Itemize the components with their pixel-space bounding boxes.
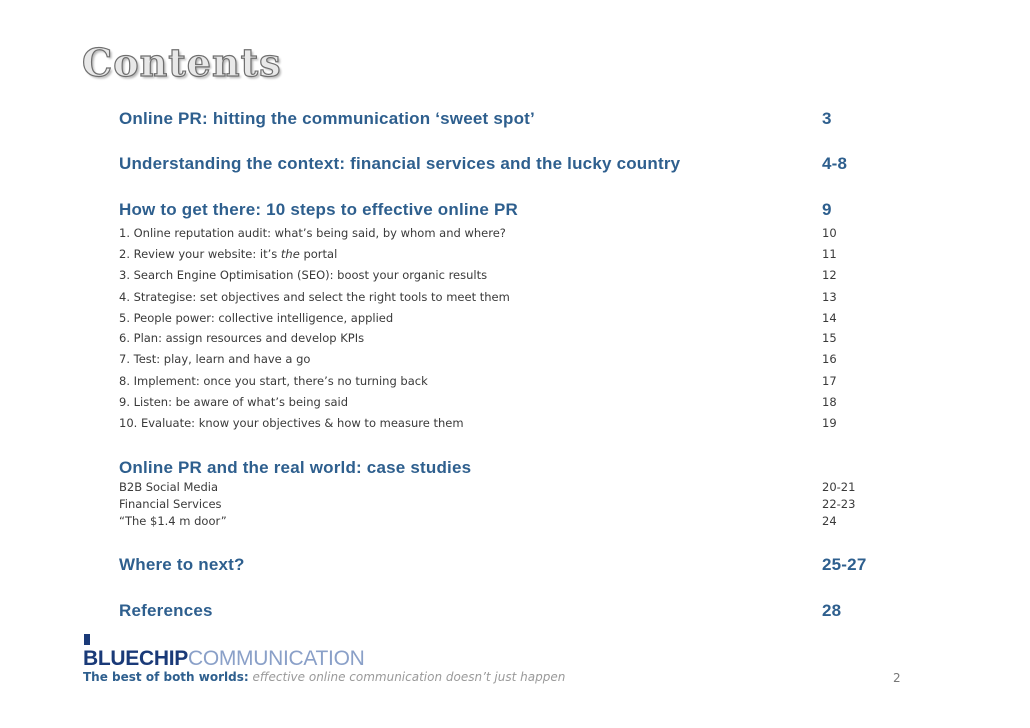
toc-subentry-label: B2B Social Media: [119, 480, 219, 494]
footer-tagline: [83, 670, 565, 684]
toc-heading-label: References: [119, 601, 213, 620]
logo-part-bluechip: BLUECHIP: [83, 647, 188, 670]
toc-page-number: 22-23: [822, 497, 856, 511]
footer-tagline-bold: The best of both worlds:: [83, 670, 249, 684]
toc-subentry-label: 10. Evaluate: know your objectives & how to measure them: [119, 416, 464, 430]
toc-heading-label: Online PR and the real world: case studies: [119, 458, 472, 477]
footer-tagline-italic: effective online communication doesn’t just happen: [252, 670, 566, 684]
company-logo: [83, 647, 364, 671]
toc-subentry-label: 4. Strategise: set objectives and select the right tools to meet them: [119, 290, 510, 304]
logo-part-communication: COMMUNICATION: [187, 647, 365, 670]
page-number: 2: [893, 671, 901, 685]
toc-subentry-label: 8. Implement: once you start, there’s no turning back: [119, 374, 428, 388]
toc-page-number: 13: [822, 290, 837, 304]
toc-page-number: 28: [822, 601, 842, 620]
logo-mark: [84, 634, 90, 645]
toc-subentry-label: 6. Plan: assign resources and develop KPIs: [119, 331, 365, 345]
page-title: Contents: [82, 40, 282, 85]
toc-subentry-label: Financial Services: [119, 497, 222, 511]
toc-page-number: 17: [822, 374, 837, 388]
toc-page-number: 24: [822, 514, 837, 528]
toc-page-number: 20-21: [822, 480, 856, 494]
toc-subentry-label: 5. People power: collective intelligence, applied: [119, 311, 394, 325]
toc-page-number: 9: [822, 200, 832, 219]
toc-subentry-label: 9. Listen: be aware of what’s being said: [119, 395, 349, 409]
toc-page-number: 15: [822, 331, 837, 345]
toc-page-number: 18: [822, 395, 837, 409]
toc-subentry-label: 1. Online reputation audit: what’s being said, by whom and where?: [119, 226, 506, 240]
toc-subentry-label: 3. Search Engine Optimisation (SEO): boost your organic results: [119, 268, 488, 282]
toc-subentry-label: 2. Review your website: it’s the portal: [119, 247, 338, 261]
toc-heading-label: How to get there: 10 steps to effective online PR: [119, 200, 518, 219]
toc-subentry-label: “The $1.4 m door”: [119, 514, 227, 528]
toc-page-number: 14: [822, 311, 837, 325]
toc-heading-label: Online PR: hitting the communication ‘sweet spot’: [119, 109, 535, 128]
toc-page-number: 3: [822, 109, 832, 128]
toc-subentry-label: 7. Test: play, learn and have a go: [119, 352, 311, 366]
toc-page-number: 11: [822, 247, 837, 261]
toc-page-number: 25-27: [822, 555, 867, 574]
toc-page-number: 16: [822, 352, 837, 366]
toc-page-number: 10: [822, 226, 837, 240]
toc-heading-label: Where to next?: [119, 555, 245, 574]
toc-page-number: 4-8: [822, 154, 848, 173]
toc-page-number: 12: [822, 268, 837, 282]
toc-heading-label: Understanding the context: financial services and the lucky country: [119, 154, 681, 173]
toc-page-number: 19: [822, 416, 837, 430]
